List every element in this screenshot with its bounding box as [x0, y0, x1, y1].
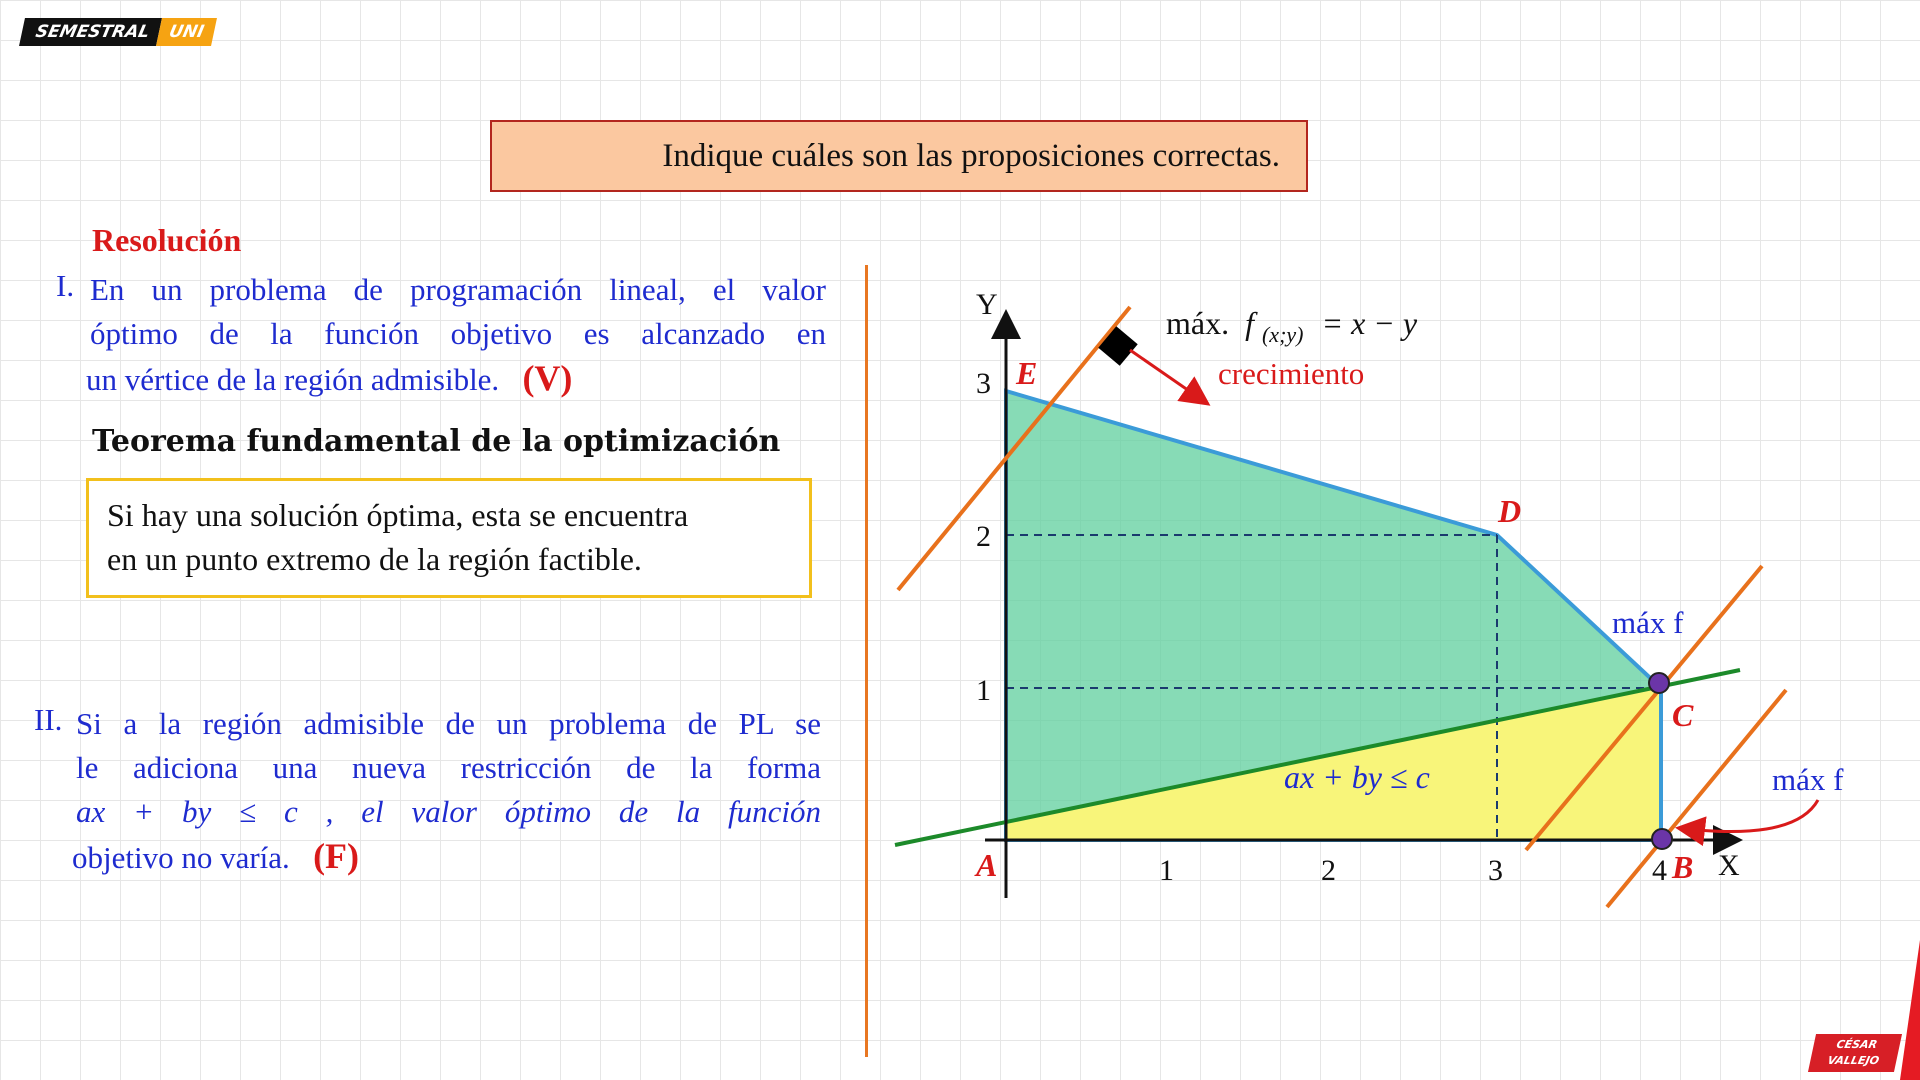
vertex-c-label: C — [1672, 697, 1694, 733]
theorem-title: Teorema fundamental de la optimización — [92, 424, 781, 459]
x-tick-2: 2 — [1321, 854, 1336, 887]
prop1-verdict: (V) — [522, 358, 573, 398]
y-tick-1: 1 — [976, 674, 991, 707]
prop2-line-3: ax + by ≤ c , el valor óptimo de la función — [76, 794, 821, 829]
prop2-line-1: Si a la región admisible de un problema de PL se — [76, 706, 821, 741]
x-tick-3: 3 — [1488, 854, 1503, 887]
logo-semestral-text: SEMESTRAL — [19, 18, 162, 46]
red-corner-stripe — [1900, 940, 1920, 1080]
objective-prefix: máx. — [1166, 305, 1230, 341]
vertex-d-label: D — [1498, 493, 1522, 529]
question-box: Indique cuáles son las proposiciones correctas. — [490, 120, 1308, 192]
prop2-line-4-text: objetivo no varía. — [72, 840, 290, 875]
theorem-line-1: Si hay una solución óptima, esta se encuentra — [107, 497, 689, 533]
vertex-b-label: B — [1672, 849, 1694, 885]
prop2-verdict: (F) — [313, 836, 360, 876]
cesar-vallejo-logo — [1808, 1034, 1902, 1072]
resolution-heading: Resolución — [92, 222, 242, 258]
constraint-label: ax + by ≤ c — [1284, 759, 1430, 795]
objective-function — [1166, 305, 1418, 349]
y-axis-label: Y — [976, 288, 998, 321]
prop2-numeral: II. — [34, 702, 63, 737]
growth-label: crecimiento — [1218, 356, 1365, 391]
vertex-b-dot — [1652, 829, 1672, 849]
max-f-label-lower: máx f — [1772, 762, 1844, 797]
objective-rhs: = x − y — [1321, 305, 1418, 341]
vertex-a-label: A — [976, 847, 998, 883]
vertex-c-dot — [1649, 673, 1669, 693]
right-angle-marker — [1098, 326, 1137, 365]
y-tick-2: 2 — [976, 520, 991, 553]
cv-logo-line2: VALLEJO — [1826, 1054, 1881, 1067]
max-f-pointer-arrow — [1678, 800, 1818, 832]
prop2-line-2: le adiciona una nueva restricción de la forma — [76, 750, 821, 785]
prop1-line-2: óptimo de la función objetivo es alcanzado en — [90, 316, 826, 351]
x-axis-label: X — [1718, 849, 1740, 882]
logo-uni-text: UNI — [156, 18, 216, 46]
theorem-line-2: en un punto extremo de la región factible. — [107, 541, 642, 577]
prop1-line-3-text: un vértice de la región admisible. — [86, 362, 500, 397]
growth-arrow — [1130, 350, 1208, 404]
x-tick-1: 1 — [1159, 854, 1174, 887]
prop1-numeral: I. — [56, 268, 75, 303]
objective-subscript: (x;y) — [1261, 322, 1304, 347]
cv-logo-line1: CÉSAR — [1835, 1038, 1879, 1051]
objective-f: f — [1245, 305, 1254, 341]
max-f-label-upper: máx f — [1612, 605, 1684, 640]
vertex-e-label: E — [1016, 355, 1038, 391]
y-tick-3: 3 — [976, 367, 991, 400]
prop1-line-1: En un problema de programación lineal, el valor — [90, 272, 826, 307]
x-tick-4: 4 — [1652, 854, 1667, 887]
